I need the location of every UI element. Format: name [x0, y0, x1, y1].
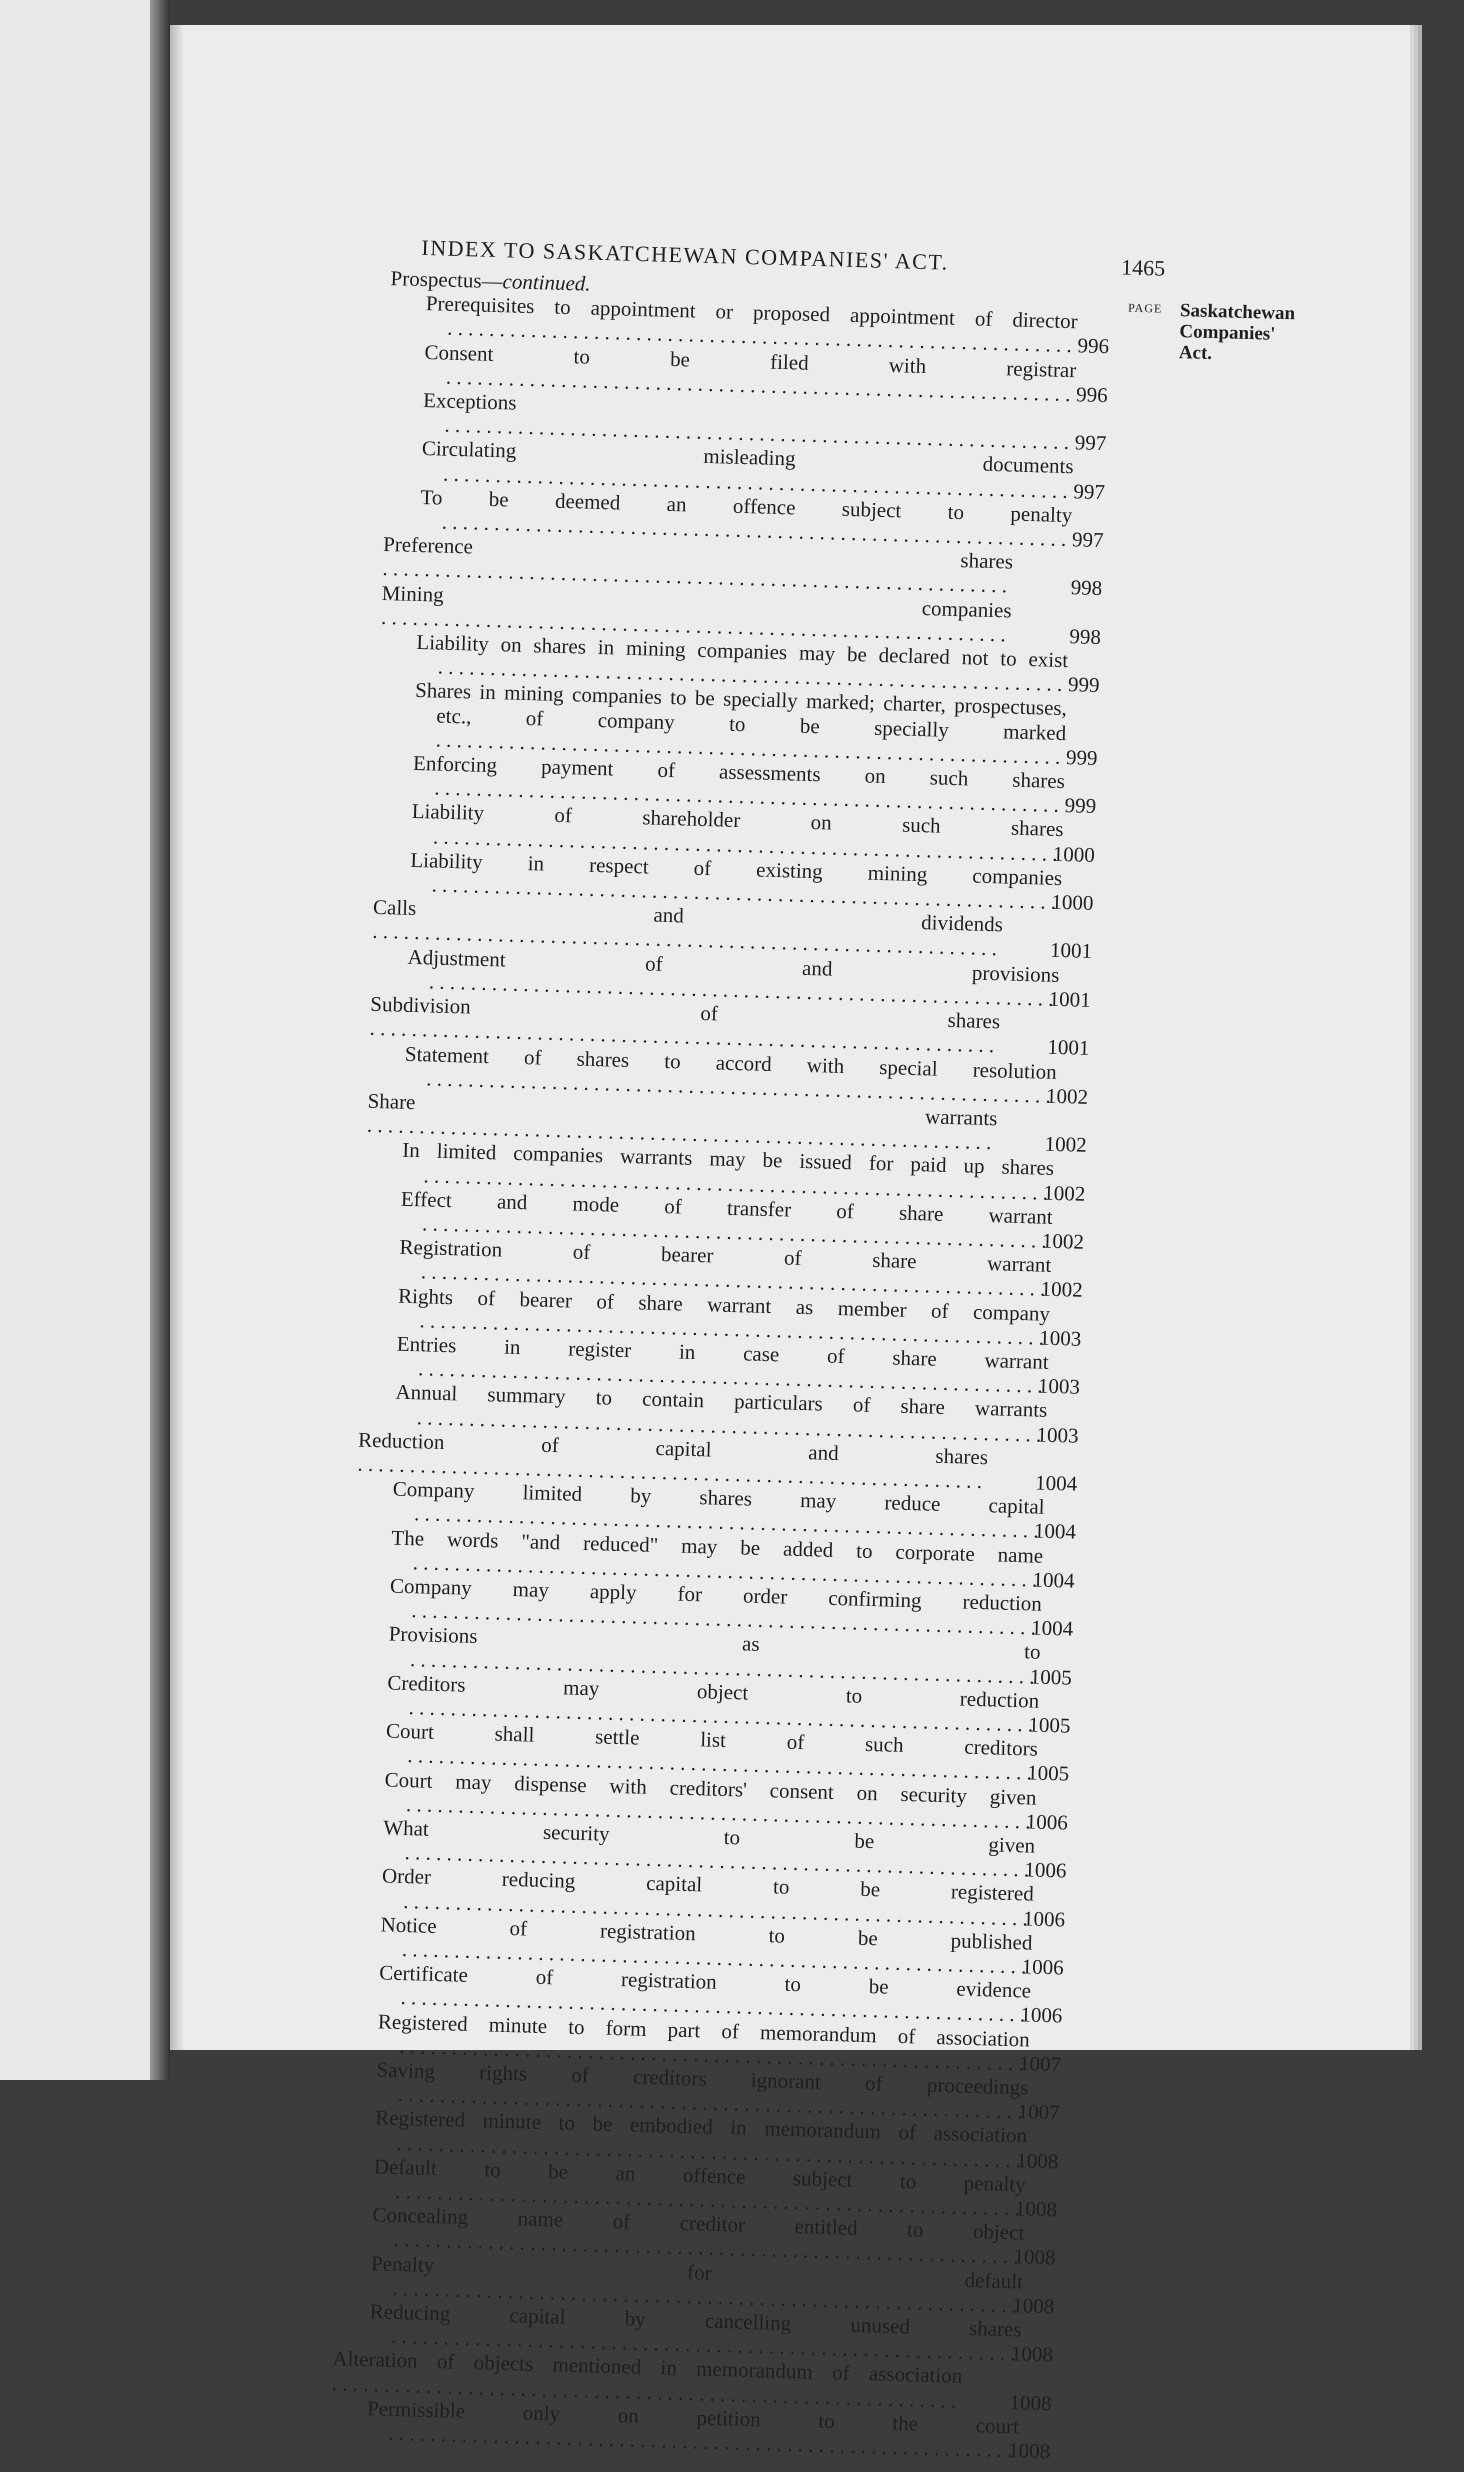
entry-label: Concealing name of creditor entitled to object	[372, 2202, 1025, 2245]
entry-page-number: 1003	[1038, 1325, 1082, 1351]
entry-page-number: 996	[1077, 333, 1110, 359]
entry-page-number: 997	[1074, 430, 1107, 456]
entry-label: Subdivision of shares	[370, 991, 1001, 1034]
entry-page-number: 1000	[1051, 889, 1094, 916]
facing-page	[0, 0, 150, 2080]
entry-page-number: 1005	[1029, 1664, 1073, 1690]
entry-label: Alteration of objects mentioned in memorandum of association	[332, 2346, 963, 2389]
entry-page-number: 1002	[1045, 1083, 1089, 1109]
entry-label: Preference shares	[382, 532, 1014, 574]
entry-page-number: 1003	[1036, 1422, 1079, 1448]
entry-label: Reduction of capital and shares	[357, 1427, 989, 1469]
entry-label: Reducing capital by cancelling unused shares	[369, 2299, 1022, 2342]
entry-page-number: 997	[1073, 478, 1106, 504]
entry-continued-label: continued.	[502, 269, 591, 296]
entry-label: Default to be an offence subject to penalty	[373, 2154, 1026, 2197]
entry-page-number: 1004	[1033, 1518, 1077, 1545]
entry-label: Saving rights of creditors ignorant of proceedings	[376, 2057, 1029, 2100]
entry-label: Rights of bearer of share warrant as member of company	[397, 1283, 1051, 1326]
entry-page-number: 1004	[1034, 1470, 1078, 1496]
entry-label: What security to be given	[383, 1815, 1036, 1858]
entry-label: Registered minute to form part of memorandum of association	[377, 2009, 1031, 2052]
entry-label: Company may apply for order confirming reduction	[389, 1573, 1043, 1616]
entry-label: To be deemed an offence subject to penalty	[420, 484, 1073, 528]
entry-label: Statement of shares to accord with special resolution	[404, 1041, 1058, 1084]
entry-label: Share warrants	[367, 1088, 998, 1131]
entry-label: Mining companies	[381, 580, 1012, 623]
entry-label: Penalty for default	[370, 2250, 1024, 2294]
entry-label: Certificate of registration to be evidence	[378, 1960, 1032, 2003]
entry-page-number: 1008	[1010, 2341, 1054, 2367]
entry-page-number: 999	[1065, 744, 1098, 770]
entry-page-number: 1008	[1015, 2147, 1059, 2174]
entry-label: Consent to be filed with registrar	[424, 339, 1077, 382]
entry-label: Liability of shareholder on such shares	[411, 799, 1064, 842]
entry-page-number: 1008	[1009, 2389, 1052, 2416]
running-head: INDEX TO SASKATCHEWAN COMPANIES' ACT.	[421, 234, 950, 275]
entry-page-number: 1008	[1014, 2196, 1058, 2222]
entry-page-number: 1002	[1044, 1131, 1088, 1157]
entry-page-number: 1002	[1040, 1276, 1083, 1303]
entry-page-number: 996	[1075, 382, 1108, 407]
entry-label: Company limited by shares may reduce capital	[392, 1476, 1045, 1519]
entry-page-number: 999	[1064, 793, 1097, 819]
entry-page-number: 999	[1067, 672, 1100, 698]
marginal-note	[1179, 300, 1296, 366]
entry-label: Liability in respect of existing mining companies	[410, 847, 1063, 890]
entry-label: Liability on shares in mining companies may be declared not to exist	[416, 629, 1069, 673]
index-page	[170, 25, 1410, 2464]
entry-page-number: 1001	[1049, 938, 1093, 964]
entry-label: Notice of registration to be published	[380, 1912, 1033, 1955]
entry-label: Creditors may object to reduction	[387, 1670, 1040, 1713]
entry-page-number: 1002	[1043, 1180, 1086, 1206]
page-content	[121, 10, 1417, 2464]
entry-label: Court may dispense with creditors' consent on security given	[384, 1767, 1037, 1810]
entry-page-number: 1006	[1022, 1905, 1066, 1932]
marginal-note-line: Act.	[1178, 342, 1213, 365]
entry-page-number: 1006	[1024, 1857, 1067, 1883]
entry-label: Calls and dividends	[372, 895, 1004, 937]
entry-page-number: 1008	[1007, 2438, 1051, 2464]
entry-page-number: 1000	[1052, 841, 1096, 867]
entry-page-number: 1008	[1011, 2293, 1055, 2319]
entry-page-number: 1006	[1021, 1954, 1065, 1980]
entry-page-number: 1003	[1037, 1373, 1081, 1399]
entry-page-number: 1006	[1020, 2002, 1063, 2028]
entry-label: Court shall settle list of such creditors	[385, 1718, 1039, 1761]
entry-page-number: 1001	[1048, 986, 1092, 1012]
entry-label: Effect and mode of transfer of share warrant	[400, 1186, 1054, 1229]
entry-label: Registration of bearer of share warrant	[399, 1234, 1052, 1278]
entry-label: Provisions as to	[388, 1621, 1041, 1665]
entry-page-number: 1008	[1013, 2244, 1056, 2270]
entry-label: Permissible only on petition to the court	[366, 2396, 1020, 2439]
entry-page-number: 1006	[1025, 1809, 1069, 1835]
entry-page-number: 997	[1071, 527, 1104, 553]
entry-label: Adjustment of and provisions	[407, 944, 1060, 987]
entry-label: Shares in mining companies to be specially marked; charter, prospectuses, etc., of company to be specially marked	[414, 678, 1068, 745]
entry-page-number: 1004	[1030, 1615, 1074, 1641]
entry-label: Circulating misleading documents	[421, 436, 1074, 479]
entry-page-number: 998	[1070, 575, 1103, 601]
entry-label: The words "and reduced" may be added to corporate name	[391, 1525, 1044, 1568]
entry-label: Prospectus—	[390, 266, 503, 294]
entry-label: Prerequisites to appointment or proposed appointment of director	[425, 291, 1079, 334]
entry-label: In limited companies warrants may be issued for paid up shares	[401, 1138, 1055, 1181]
entry-page-number: 1007	[1017, 2099, 1060, 2125]
entry-label: Annual summary to contain particulars of share warrants	[395, 1379, 1048, 1423]
entry-page-number: 1005	[1026, 1760, 1070, 1786]
marginal-note-line: Companies'	[1179, 321, 1276, 345]
entry-label: Enforcing payment of assessments on such shares	[412, 750, 1066, 794]
index-entries	[330, 266, 1111, 2464]
entry-page-number: 1002	[1041, 1228, 1085, 1254]
entry-page-number: 1007	[1018, 2051, 1062, 2077]
entry-label: Registered minute to be embodied in memorandum of association	[374, 2105, 1028, 2148]
entry-page-number: 1001	[1047, 1035, 1090, 1061]
entry-page-number: 998	[1069, 624, 1102, 649]
entry-label: Order reducing capital to be registered	[381, 1863, 1035, 1907]
entry-page-number: 1004	[1032, 1567, 1075, 1593]
page-column-label: PAGE	[1127, 300, 1163, 316]
entry-page-number: 1005	[1028, 1712, 1071, 1738]
page-number: 1465	[1120, 254, 1166, 281]
entry-label: Exceptions	[422, 388, 517, 415]
marginal-note-line: Saskatchewan	[1179, 300, 1296, 325]
entry-label: Entries in register in case of share warrant	[396, 1331, 1049, 1374]
